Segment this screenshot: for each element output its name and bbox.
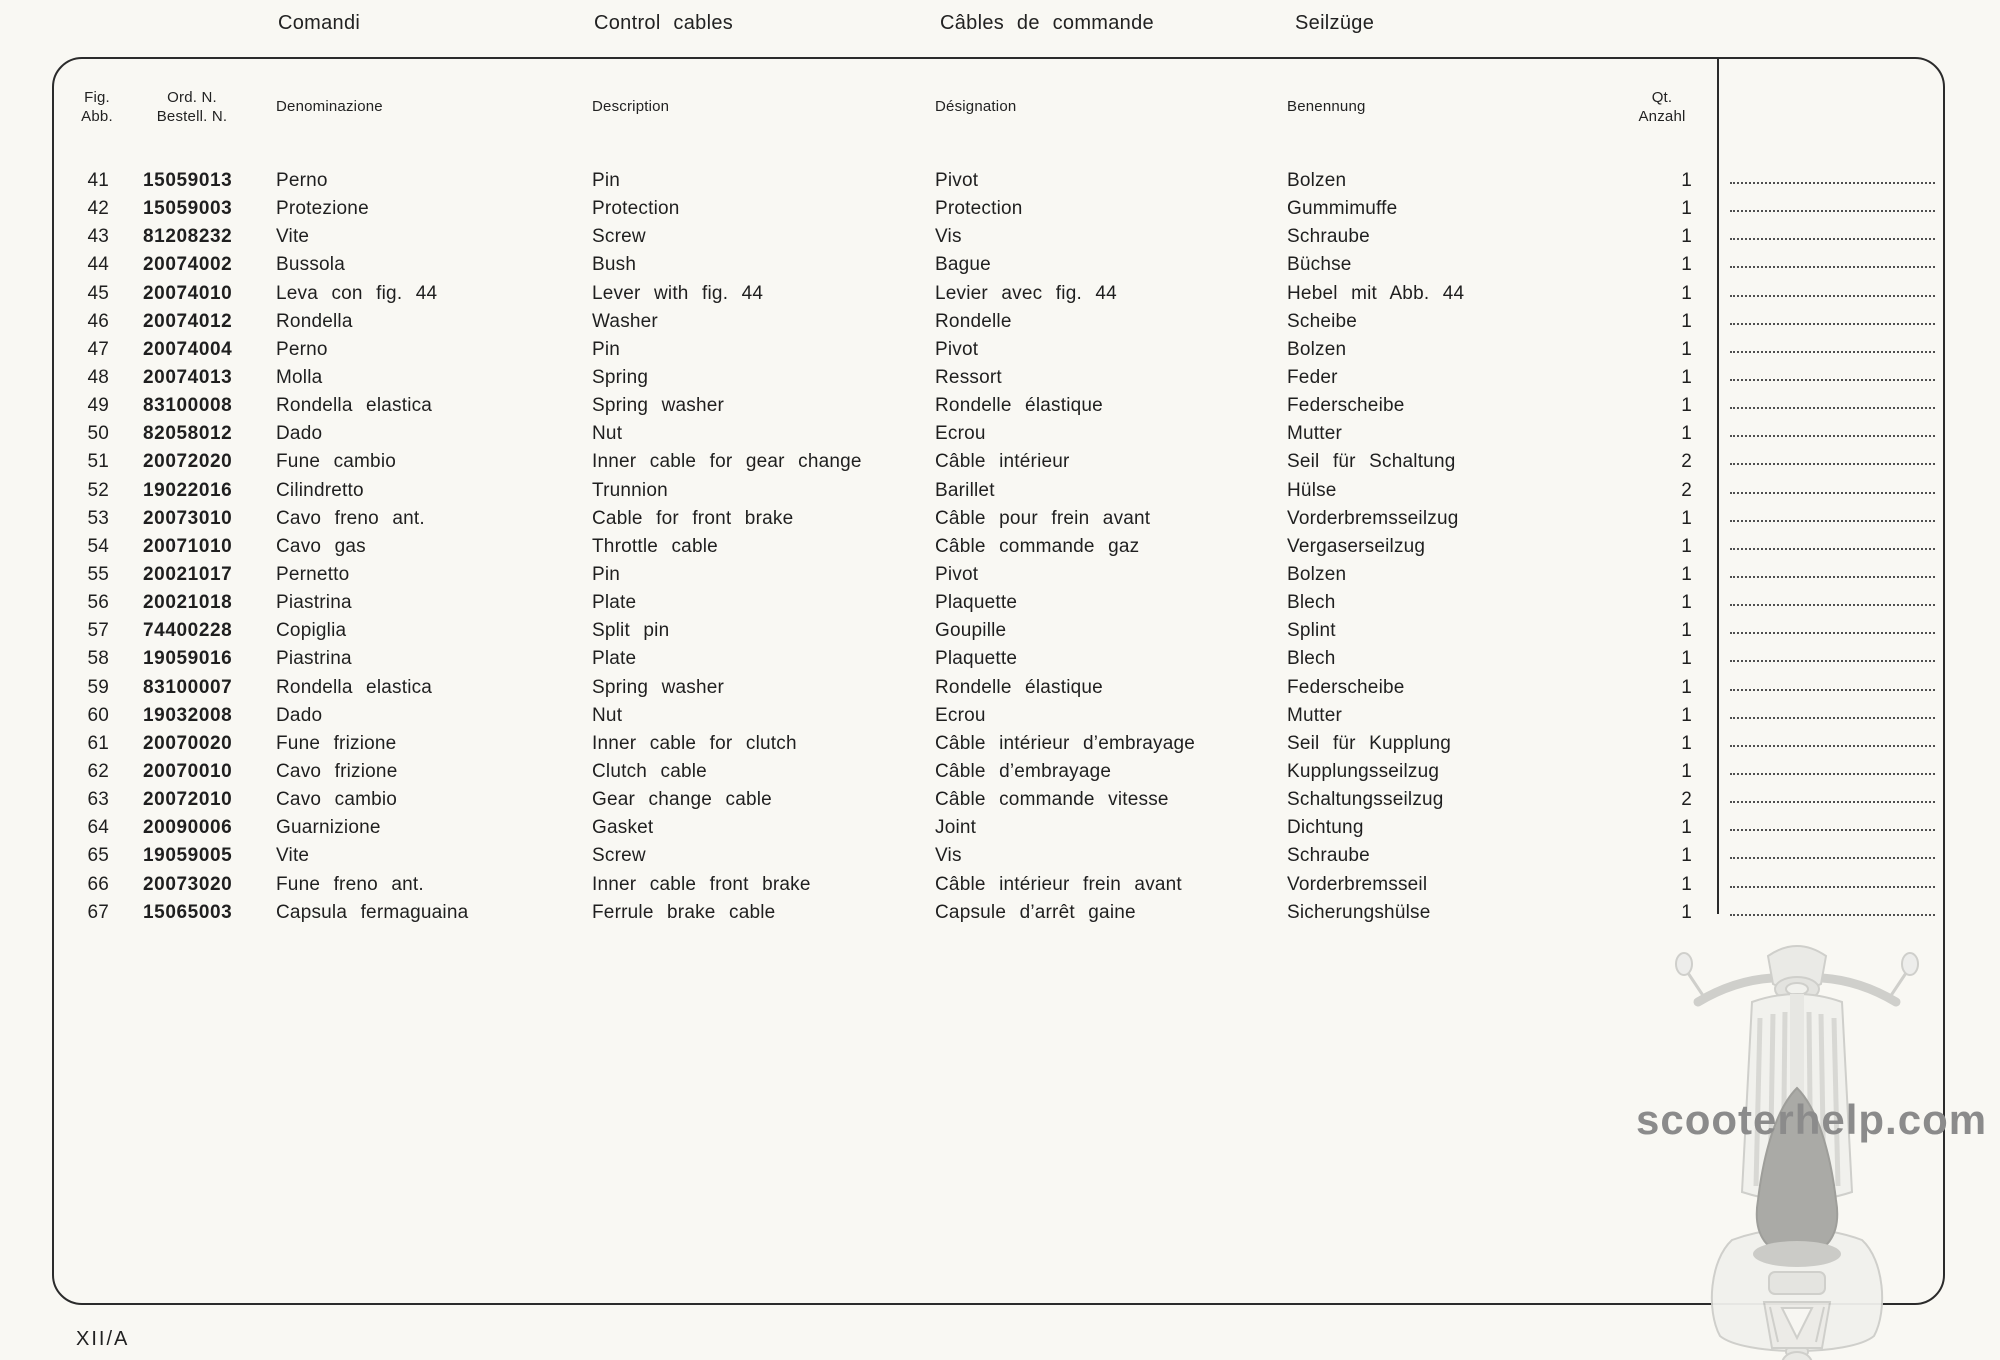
fig-number: 59 xyxy=(87,676,109,698)
dotted-fill-line xyxy=(1730,520,1935,522)
part-number: 83100007 xyxy=(143,676,233,698)
quantity: 1 xyxy=(1681,732,1692,754)
part-number: 82058012 xyxy=(143,423,233,445)
table-row xyxy=(54,902,1943,930)
name-italian: Perno xyxy=(276,338,328,360)
dotted-fill-line xyxy=(1730,351,1935,353)
dotted-fill-line xyxy=(1730,829,1935,831)
table-row xyxy=(54,508,1943,536)
fig-number: 44 xyxy=(87,254,109,276)
part-number: 20021018 xyxy=(143,592,233,614)
fig-number: 42 xyxy=(87,198,109,220)
part-number: 81208232 xyxy=(143,226,233,248)
name-english: Nut xyxy=(592,704,623,726)
name-german: Bolzen xyxy=(1287,563,1347,585)
quantity: 1 xyxy=(1681,423,1692,445)
part-number: 20071010 xyxy=(143,535,233,557)
fig-number: 53 xyxy=(87,507,109,529)
name-french: Plaquette xyxy=(935,648,1018,670)
top-header-english: Control cables xyxy=(594,12,734,34)
dotted-fill-line xyxy=(1730,717,1935,719)
dotted-fill-line xyxy=(1730,182,1935,184)
quantity: 1 xyxy=(1681,282,1692,304)
fig-number: 51 xyxy=(87,451,109,473)
dotted-fill-line xyxy=(1730,407,1935,409)
name-english: Pin xyxy=(592,338,621,360)
name-german: Blech xyxy=(1287,592,1336,614)
table-row xyxy=(54,536,1943,564)
dotted-fill-line xyxy=(1730,801,1935,803)
name-french: Goupille xyxy=(935,620,1007,642)
name-english: Gear change cable xyxy=(592,789,772,811)
name-french: Câble d’embrayage xyxy=(935,760,1112,782)
name-english: Plate xyxy=(592,592,637,614)
name-german: Federscheibe xyxy=(1287,676,1405,698)
table-row xyxy=(54,311,1943,339)
fig-number: 60 xyxy=(87,704,109,726)
dotted-fill-line xyxy=(1730,660,1935,662)
watermark-text: scooterhelp.com xyxy=(1636,1096,1988,1143)
part-number: 20070020 xyxy=(143,732,233,754)
quantity: 2 xyxy=(1681,451,1692,473)
table-row xyxy=(54,648,1943,676)
part-number: 19059016 xyxy=(143,648,233,670)
name-english: Bush xyxy=(592,254,637,276)
table-row xyxy=(54,226,1943,254)
table-row xyxy=(54,339,1943,367)
column-header-ord-line1: Ord. N. xyxy=(167,89,217,106)
table-row xyxy=(54,451,1943,479)
name-french: Ecrou xyxy=(935,423,986,445)
name-english: Inner cable for clutch xyxy=(592,732,797,754)
quantity: 1 xyxy=(1681,395,1692,417)
name-german: Gummimuffe xyxy=(1287,198,1398,220)
part-number: 20074004 xyxy=(143,338,233,360)
dotted-fill-line xyxy=(1730,857,1935,859)
quantity: 1 xyxy=(1681,535,1692,557)
table-row xyxy=(54,564,1943,592)
name-german: Bolzen xyxy=(1287,170,1347,191)
name-french: Protection xyxy=(935,198,1023,220)
table-row xyxy=(54,677,1943,705)
name-french: Câble intérieur frein avant xyxy=(935,873,1182,895)
name-italian: Molla xyxy=(276,366,323,388)
quantity: 1 xyxy=(1681,507,1692,529)
dotted-fill-line xyxy=(1730,238,1935,240)
dotted-fill-line xyxy=(1730,379,1935,381)
quantity: 1 xyxy=(1681,760,1692,782)
part-number: 20073020 xyxy=(143,873,233,895)
quantity: 1 xyxy=(1681,366,1692,388)
name-english: Gasket xyxy=(592,817,654,839)
name-italian: Piastrina xyxy=(276,592,352,614)
part-number: 20074002 xyxy=(143,254,233,276)
fig-number: 52 xyxy=(87,479,109,501)
name-french: Joint xyxy=(935,817,977,839)
name-german: Schraube xyxy=(1287,845,1370,867)
top-header-french: Câbles de commande xyxy=(940,12,1154,34)
part-number: 19059005 xyxy=(143,845,233,867)
name-english: Throttle cable xyxy=(592,535,718,557)
table-row xyxy=(54,423,1943,451)
table-row xyxy=(54,874,1943,902)
name-italian: Bussola xyxy=(276,254,345,276)
name-german: Mutter xyxy=(1287,423,1343,445)
name-italian: Cilindretto xyxy=(276,479,364,501)
fig-number: 64 xyxy=(87,817,109,839)
name-german: Vorderbremsseil xyxy=(1287,873,1428,895)
dotted-fill-line xyxy=(1730,210,1935,212)
name-italian: Vite xyxy=(276,226,310,248)
table-row xyxy=(54,170,1943,198)
fig-number: 48 xyxy=(87,366,109,388)
dotted-fill-line xyxy=(1730,773,1935,775)
quantity: 1 xyxy=(1681,563,1692,585)
table-row xyxy=(54,283,1943,311)
name-english: Pin xyxy=(592,563,621,585)
name-english: Lever with fig. 44 xyxy=(592,282,764,304)
fig-number: 49 xyxy=(87,395,109,417)
name-french: Vis xyxy=(935,845,962,867)
part-number: 20070010 xyxy=(143,760,233,782)
dotted-fill-line xyxy=(1730,295,1935,297)
name-english: Spring washer xyxy=(592,676,725,698)
fig-number: 66 xyxy=(87,873,109,895)
name-german: Federscheibe xyxy=(1287,395,1405,417)
name-italian: Pernetto xyxy=(276,563,350,585)
dotted-fill-line xyxy=(1730,323,1935,325)
name-french: Pivot xyxy=(935,170,979,191)
fig-number: 65 xyxy=(87,845,109,867)
name-german: Seil für Schaltung xyxy=(1287,451,1456,473)
part-number: 20074012 xyxy=(143,310,233,332)
scooter-watermark-image xyxy=(1672,942,1922,1360)
part-number: 20073010 xyxy=(143,507,233,529)
part-number: 20074010 xyxy=(143,282,233,304)
dotted-fill-line xyxy=(1730,463,1935,465)
table-row xyxy=(54,845,1943,873)
name-french: Câble commande gaz xyxy=(935,535,1140,557)
quantity: 2 xyxy=(1681,479,1692,501)
name-german: Hülse xyxy=(1287,479,1337,501)
name-french: Levier avec fig. 44 xyxy=(935,282,1117,304)
name-english: Washer xyxy=(592,310,658,332)
name-german: Feder xyxy=(1287,366,1338,388)
part-number: 20074013 xyxy=(143,366,233,388)
name-french: Capsule d’arrêt gaine xyxy=(935,901,1136,923)
name-italian: Rondella elastica xyxy=(276,676,433,698)
name-italian: Cavo cambio xyxy=(276,789,398,811)
dotted-fill-line xyxy=(1730,492,1935,494)
name-french: Rondelle élastique xyxy=(935,395,1103,417)
name-english: Screw xyxy=(592,226,646,248)
name-german: Splint xyxy=(1287,620,1336,642)
table-row xyxy=(54,817,1943,845)
dotted-fill-line xyxy=(1730,604,1935,606)
column-header-ord xyxy=(142,88,242,126)
fig-number: 43 xyxy=(87,226,109,248)
name-french: Ecrou xyxy=(935,704,986,726)
name-english: Nut xyxy=(592,423,623,445)
name-german: Sicherungshülse xyxy=(1287,901,1431,923)
dotted-fill-line xyxy=(1730,914,1935,916)
name-italian: Fune freno ant. xyxy=(276,873,424,895)
name-italian: Guarnizione xyxy=(276,817,381,839)
dotted-fill-line xyxy=(1730,435,1935,437)
fig-number: 56 xyxy=(87,592,109,614)
quantity: 1 xyxy=(1681,170,1692,191)
part-number: 15059003 xyxy=(143,198,233,220)
dotted-fill-line xyxy=(1730,548,1935,550)
name-german: Kupplungsseilzug xyxy=(1287,760,1440,782)
column-header-fig-line1: Fig. xyxy=(84,89,110,106)
table-row xyxy=(54,789,1943,817)
name-english: Trunnion xyxy=(592,479,668,501)
column-header-ord-line2: Bestell. N. xyxy=(156,108,228,125)
dotted-fill-line xyxy=(1730,576,1935,578)
name-italian: Rondella xyxy=(276,310,353,332)
name-french: Ressort xyxy=(935,366,1002,388)
name-german: Schraube xyxy=(1287,226,1370,248)
part-number: 83100008 xyxy=(143,395,233,417)
name-german: Schaltungsseilzug xyxy=(1287,789,1444,811)
column-header-description: Description xyxy=(592,98,670,115)
fig-number: 61 xyxy=(87,732,109,754)
fig-number: 62 xyxy=(87,760,109,782)
table-row xyxy=(54,733,1943,761)
top-header-italian: Comandi xyxy=(278,12,361,34)
table-row xyxy=(54,367,1943,395)
fig-number: 67 xyxy=(87,901,109,923)
column-header-fig xyxy=(62,88,132,126)
fig-number: 50 xyxy=(87,423,109,445)
name-french: Câble commande vitesse xyxy=(935,789,1169,811)
name-italian: Fune frizione xyxy=(276,732,397,754)
quantity: 1 xyxy=(1681,704,1692,726)
dotted-fill-line xyxy=(1730,886,1935,888)
name-french: Câble intérieur d’embrayage xyxy=(935,732,1196,754)
name-italian: Capsula fermaguaina xyxy=(276,901,469,923)
name-english: Pin xyxy=(592,170,621,191)
fig-number: 41 xyxy=(87,170,109,191)
table-row xyxy=(54,705,1943,733)
name-french: Rondelle xyxy=(935,310,1012,332)
fig-number: 47 xyxy=(87,338,109,360)
name-french: Vis xyxy=(935,226,962,248)
name-italian: Perno xyxy=(276,170,328,191)
quantity: 1 xyxy=(1681,310,1692,332)
name-italian: Leva con fig. 44 xyxy=(276,282,438,304)
name-english: Clutch cable xyxy=(592,760,707,782)
name-italian: Dado xyxy=(276,704,323,726)
name-english: Split pin xyxy=(592,620,670,642)
column-header-fig-line2: Abb. xyxy=(81,108,113,125)
name-italian: Vite xyxy=(276,845,310,867)
column-header-qty-line2: Anzahl xyxy=(1638,108,1686,125)
page-number: XII/A xyxy=(76,1328,130,1350)
quantity: 1 xyxy=(1681,817,1692,839)
name-french: Rondelle élastique xyxy=(935,676,1103,698)
dotted-fill-line xyxy=(1730,632,1935,634)
dotted-fill-line xyxy=(1730,266,1935,268)
part-number: 15059013 xyxy=(143,170,233,191)
name-french: Câble pour frein avant xyxy=(935,507,1151,529)
quantity: 1 xyxy=(1681,620,1692,642)
name-english: Plate xyxy=(592,648,637,670)
fig-number: 54 xyxy=(87,535,109,557)
name-german: Scheibe xyxy=(1287,310,1358,332)
name-german: Bolzen xyxy=(1287,338,1347,360)
name-french: Câble intérieur xyxy=(935,451,1070,473)
name-italian: Fune cambio xyxy=(276,451,397,473)
part-number: 74400228 xyxy=(143,620,233,642)
fig-number: 58 xyxy=(87,648,109,670)
column-header-qty xyxy=(1622,88,1702,126)
top-header-german: Seilzüge xyxy=(1295,12,1375,34)
fig-number: 57 xyxy=(87,620,109,642)
name-english: Spring washer xyxy=(592,395,725,417)
table-row xyxy=(54,480,1943,508)
name-french: Pivot xyxy=(935,563,979,585)
name-english: Cable for front brake xyxy=(592,507,794,529)
quantity: 2 xyxy=(1681,789,1692,811)
name-french: Pivot xyxy=(935,338,979,360)
name-french: Bague xyxy=(935,254,991,276)
part-number: 20021017 xyxy=(143,563,233,585)
table-row xyxy=(54,620,1943,648)
name-german: Dichtung xyxy=(1287,817,1364,839)
name-english: Ferrule brake cable xyxy=(592,901,776,923)
name-english: Inner cable front brake xyxy=(592,873,811,895)
part-number: 20072010 xyxy=(143,789,233,811)
parts-table-body xyxy=(54,170,1943,930)
name-german: Büchse xyxy=(1287,254,1352,276)
name-french: Barillet xyxy=(935,479,995,501)
name-german: Blech xyxy=(1287,648,1336,670)
quantity: 1 xyxy=(1681,648,1692,670)
quantity: 1 xyxy=(1681,338,1692,360)
fig-number: 63 xyxy=(87,789,109,811)
quantity: 1 xyxy=(1681,592,1692,614)
name-english: Protection xyxy=(592,198,680,220)
column-header-designation: Désignation xyxy=(935,98,1017,115)
name-italian: Piastrina xyxy=(276,648,352,670)
name-italian: Cavo frizione xyxy=(276,760,398,782)
quantity: 1 xyxy=(1681,254,1692,276)
part-number: 20072020 xyxy=(143,451,233,473)
quantity: 1 xyxy=(1681,226,1692,248)
table-row xyxy=(54,592,1943,620)
quantity: 1 xyxy=(1681,198,1692,220)
name-italian: Cavo gas xyxy=(276,535,366,557)
fig-number: 45 xyxy=(87,282,109,304)
quantity: 1 xyxy=(1681,845,1692,867)
name-german: Vergaserseilzug xyxy=(1287,535,1426,557)
name-german: Seil für Kupplung xyxy=(1287,732,1452,754)
column-header-qty-line1: Qt. xyxy=(1651,89,1673,106)
part-number: 20090006 xyxy=(143,817,233,839)
name-german: Hebel mit Abb. 44 xyxy=(1287,282,1465,304)
name-german: Vorderbremsseilzug xyxy=(1287,507,1459,529)
fig-number: 55 xyxy=(87,563,109,585)
table-row xyxy=(54,761,1943,789)
part-number: 15065003 xyxy=(143,901,233,923)
table-row xyxy=(54,198,1943,226)
quantity: 1 xyxy=(1681,676,1692,698)
part-number: 19032008 xyxy=(143,704,233,726)
part-number: 19022016 xyxy=(143,479,233,501)
table-row xyxy=(54,254,1943,282)
column-header-benennung: Benennung xyxy=(1287,98,1366,115)
dotted-fill-line xyxy=(1730,745,1935,747)
name-english: Inner cable for gear change xyxy=(592,451,862,473)
name-italian: Cavo freno ant. xyxy=(276,507,425,529)
name-italian: Protezione xyxy=(276,198,369,220)
column-header-denominazione: Denominazione xyxy=(276,98,383,115)
dotted-fill-line xyxy=(1730,689,1935,691)
name-english: Screw xyxy=(592,845,646,867)
name-english: Spring xyxy=(592,366,649,388)
name-italian: Dado xyxy=(276,423,323,445)
table-row xyxy=(54,395,1943,423)
fig-number: 46 xyxy=(87,310,109,332)
name-french: Plaquette xyxy=(935,592,1018,614)
name-german: Mutter xyxy=(1287,704,1343,726)
quantity: 1 xyxy=(1681,901,1692,923)
name-italian: Copiglia xyxy=(276,620,347,642)
name-italian: Rondella elastica xyxy=(276,395,433,417)
quantity: 1 xyxy=(1681,873,1692,895)
